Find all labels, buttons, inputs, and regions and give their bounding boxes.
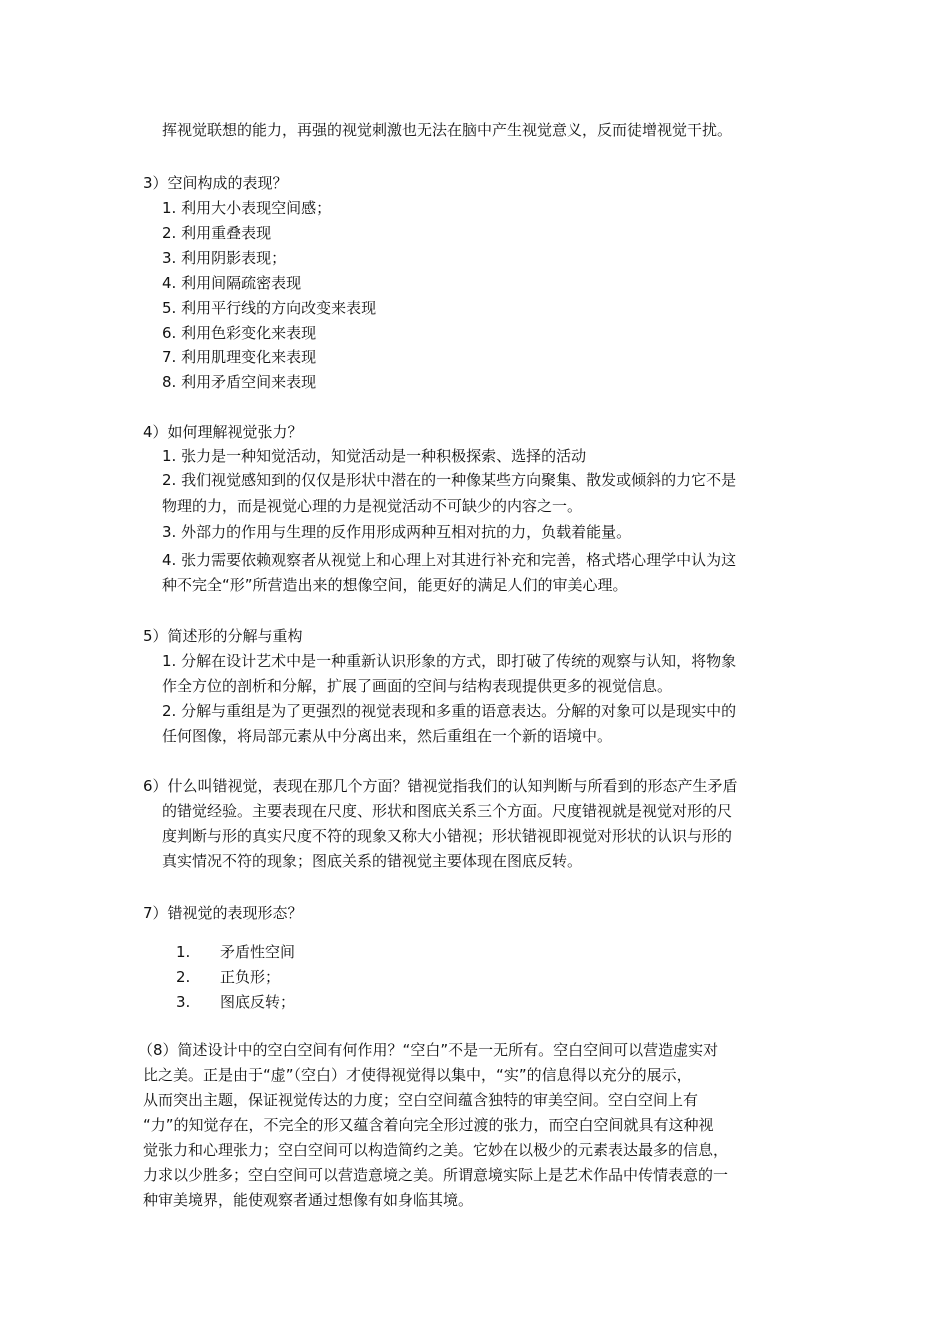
question-4-item-4-line-2: 种不完全“形”所营造出来的想像空间，能更好的满足人们的审美心理。 xyxy=(162,576,628,594)
question-5-item-1-line-2: 作全方位的剖析和分解，扩展了画面的空间与结构表现提供更多的视觉信息。 xyxy=(162,677,673,695)
question-5-item-1-line-1: 1. 分解在设计艺术中是一种重新认识形象的方式，即打破了传统的观察与认知，将物象 xyxy=(162,652,737,670)
question-5-item-2-line-1: 2. 分解与重组是为了更强烈的视觉表现和多重的语意表达。分解的对象可以是现实中的 xyxy=(162,702,737,720)
question-7-item-1-number: 1. xyxy=(176,943,191,961)
question-4-item-2-line-2: 物理的力，而是视觉心理的力是视觉活动不可缺少的内容之一。 xyxy=(162,497,583,515)
question-6-line-4: 真实情况不符的现象；图底关系的错视觉主要体现在图底反转。 xyxy=(162,852,583,870)
question-8-line-4: “力”的知觉存在，不完全的形又蕴含着向完全形过渡的张力，而空白空间就具有这种视 xyxy=(143,1116,714,1134)
question-8-line-3: 从而突出主题，保证视觉传达的力度；空白空间蕴含独特的审美空间。空白空间上有 xyxy=(143,1091,699,1109)
question-7-item-2-number: 2. xyxy=(176,968,191,986)
question-6-line-3: 度判断与形的真实尺度不符的现象又称大小错视；形状错视即视觉对形状的认识与形的 xyxy=(162,827,733,845)
question-3-item-6: 6. 利用色彩变化来表现 xyxy=(162,324,317,342)
question-6-line-2: 的错觉经验。主要表现在尺度、形状和图底关系三个方面。尺度错视就是视觉对形的尺 xyxy=(162,802,733,820)
question-3-heading: 3）空间构成的表现？ xyxy=(143,174,288,192)
question-3-item-1: 1. 利用大小表现空间感； xyxy=(162,199,332,217)
question-3-item-7: 7. 利用肌理变化来表现 xyxy=(162,348,317,366)
question-4-item-2-line-1: 2. 我们视觉感知到的仅仅是形状中潜在的一种像某些方向聚集、散发或倾斜的力它不是 xyxy=(162,471,737,489)
question-7-item-1-text: 矛盾性空间 xyxy=(220,943,296,961)
question-3-item-5: 5. 利用平行线的方向改变来表现 xyxy=(162,299,377,317)
question-4-item-4-line-1: 4. 张力需要依赖观察者从视觉上和心理上对其进行补充和完善，格式塔心理学中认为这 xyxy=(162,551,737,569)
question-3-item-3: 3. 利用阴影表现； xyxy=(162,249,287,267)
question-7-item-3-text: 图底反转； xyxy=(220,993,296,1011)
question-8-line-5: 觉张力和心理张力；空白空间可以构造简约之美。它妙在以极少的元素表达最多的信息， xyxy=(143,1141,729,1159)
question-5-item-2-line-2: 任何图像，将局部元素从中分离出来，然后重组在一个新的语境中。 xyxy=(162,727,613,745)
question-3-item-8: 8. 利用矛盾空间来表现 xyxy=(162,373,317,391)
question-8-line-7: 种审美境界，能使观察者通过想像有如身临其境。 xyxy=(143,1191,474,1209)
question-8-line-1: （8）简述设计中的空白空间有何作用？“空白”不是一无所有。空白空间可以营造虚实对 xyxy=(138,1041,719,1059)
question-5-heading: 5）简述形的分解与重构 xyxy=(143,627,303,645)
question-6-line-1: 6）什么叫错视觉，表现在那几个方面？错视觉指我们的认知判断与所看到的形态产生矛盾 xyxy=(143,777,738,795)
question-7-heading: 7）错视觉的表现形态？ xyxy=(143,904,303,922)
question-4-item-1: 1. 张力是一种知觉活动，知觉活动是一种积极探索、选择的活动 xyxy=(162,447,587,465)
paragraph-continuation: 挥视觉联想的能力，再强的视觉刺激也无法在脑中产生视觉意义，反而徒增视觉干扰。 xyxy=(162,121,733,139)
question-7-item-2-text: 正负形； xyxy=(220,968,281,986)
question-3-item-4: 4. 利用间隔疏密表现 xyxy=(162,274,302,292)
question-3-item-2: 2. 利用重叠表现 xyxy=(162,224,272,242)
question-7-item-3-number: 3. xyxy=(176,993,191,1011)
question-4-heading: 4）如何理解视觉张力？ xyxy=(143,423,303,441)
question-8-line-2: 比之美。正是由于“虚”（空白）才使得视觉得以集中，“实”的信息得以充分的展示， xyxy=(143,1066,692,1084)
question-8-line-6: 力求以少胜多；空白空间可以营造意境之美。所谓意境实际上是艺术作品中传情表意的一 xyxy=(143,1166,729,1184)
question-4-item-3: 3. 外部力的作用与生理的反作用形成两种互相对抗的力，负载着能量。 xyxy=(162,523,632,541)
